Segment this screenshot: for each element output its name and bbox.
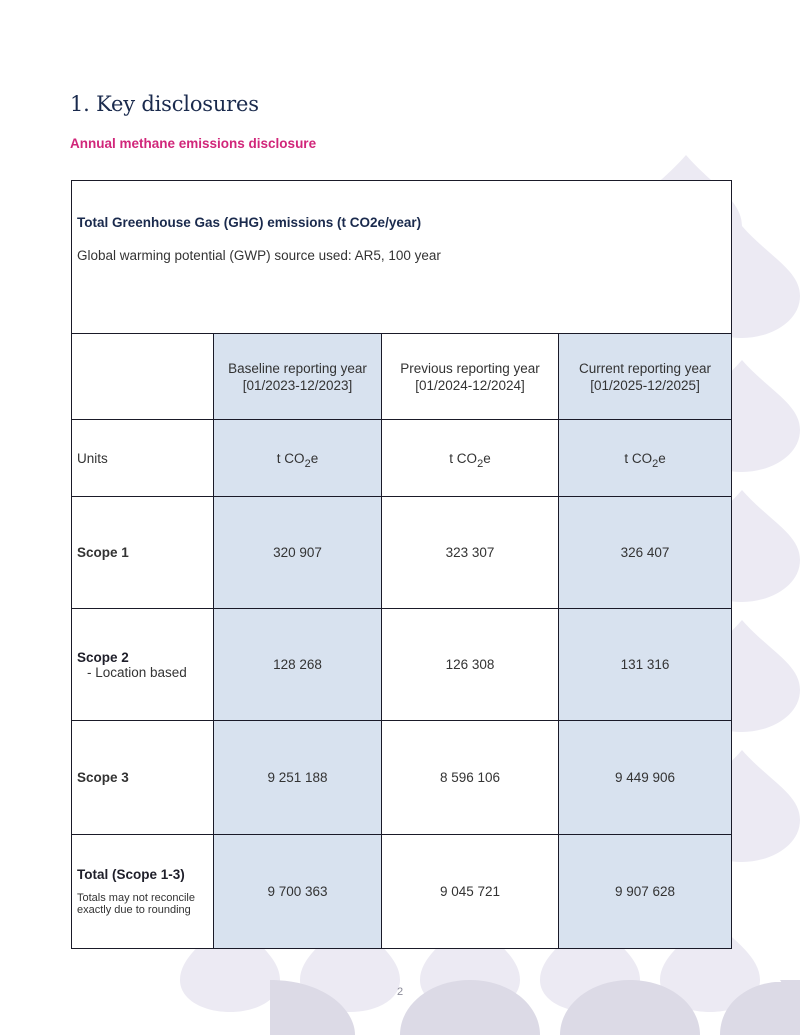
page-number: 2: [396, 986, 404, 998]
column-header-baseline: Baseline reporting year [01/2023-12/2023]: [214, 334, 382, 420]
page-title: 1. Key disclosures: [70, 92, 259, 116]
value-total-previous: 9 045 721: [382, 835, 559, 949]
value-total-baseline: 9 700 363: [214, 835, 382, 949]
empty-corner-cell: [72, 334, 214, 420]
table-row-scope3: [72, 721, 732, 835]
table-row-total: [72, 835, 732, 949]
table-row-scope2: [72, 609, 732, 721]
table-header-row: [72, 181, 732, 334]
value-scope2-previous: 126 308: [382, 609, 559, 721]
value-scope1-current: 326 407: [559, 497, 732, 609]
rounding-note: Totals may not reconcile exactly due to rounding: [77, 892, 195, 916]
value-scope3-previous: 8 596 106: [382, 721, 559, 835]
column-header-previous: Previous reporting year [01/2024-12/2024]: [382, 334, 559, 420]
value-total-current: 9 907 628: [559, 835, 732, 949]
value-scope1-previous: 323 307: [382, 497, 559, 609]
row-label-scope2: Scope 2 - Location based: [72, 609, 214, 721]
gwp-source-note: Global warming potential (GWP) source used: AR5, 100 year: [77, 248, 441, 263]
units-cell-previous: t $CO_2e$: [382, 420, 559, 497]
row-label-scope3: Scope 3: [72, 721, 214, 835]
table-row-units: [72, 420, 732, 497]
section-subtitle: Annual methane emissions disclosure: [70, 136, 317, 151]
row-label-units: Units: [72, 420, 214, 497]
row-sublabel-location-based: - Location based: [87, 664, 187, 680]
units-cell-baseline: t $CO_2e$: [214, 420, 382, 497]
value-scope1-baseline: 320 907: [214, 497, 382, 609]
table-row-scope1: [72, 497, 732, 609]
value-scope2-current: 131 316: [559, 609, 732, 721]
row-label-scope1: Scope 1: [72, 497, 214, 609]
row-label-total: Total (Scope 1-3) Totals may not reconcile exactly due to rounding: [72, 835, 214, 949]
table-title: Total Greenhouse Gas (GHG) emissions (t CO2e/year): [77, 215, 422, 230]
table-header-cell: [72, 181, 732, 334]
column-header-row: [72, 334, 732, 420]
value-scope3-baseline: 9 251 188: [214, 721, 382, 835]
ghg-emissions-table: [71, 180, 732, 949]
value-scope2-baseline: 128 268: [214, 609, 382, 721]
column-header-current: Current reporting year [01/2025-12/2025]: [559, 334, 732, 420]
units-cell-current: t $CO_2e$: [559, 420, 732, 497]
value-scope3-current: 9 449 906: [559, 721, 732, 835]
